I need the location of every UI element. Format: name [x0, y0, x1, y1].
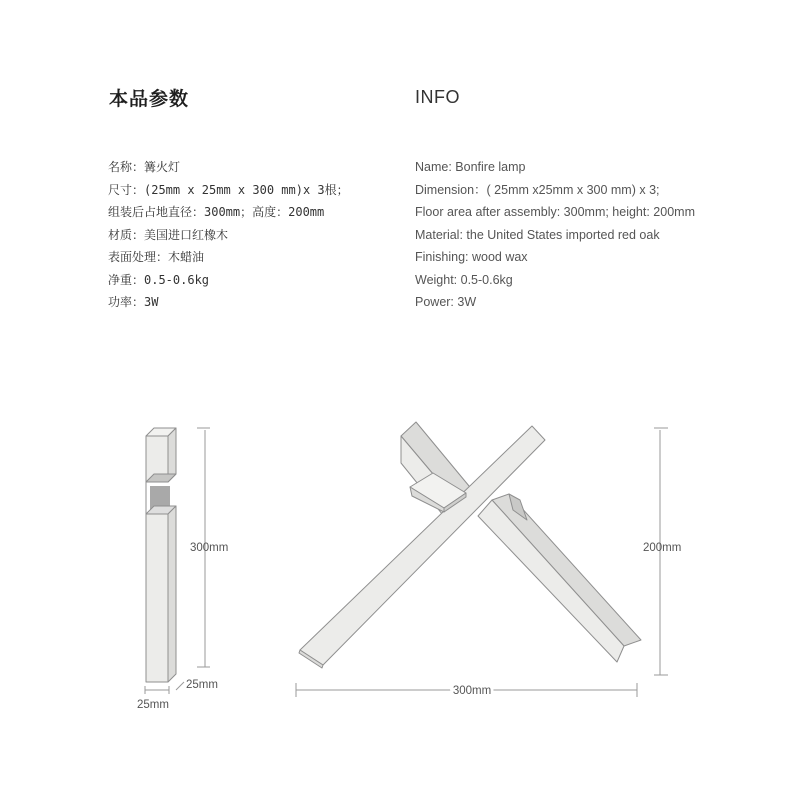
spec-en-name: Name: Bonfire lamp	[415, 160, 526, 174]
spec-en-floor-area: Floor area after assembly: 300mm; height: 200mm	[415, 205, 695, 219]
spec-cn-material: 材质：美国进口红橡木	[108, 227, 229, 242]
title-en: INFO	[415, 87, 460, 107]
right-piece-side	[492, 494, 641, 646]
assembled-height-label: 200mm	[643, 542, 682, 554]
spec-en-weight: Weight: 0.5-0.6kg	[415, 272, 513, 287]
spec-en-finishing: Finishing: wood wax	[415, 250, 528, 264]
right-piece-front	[478, 500, 624, 662]
spec-cn-finishing: 表面处理：木蜡油	[108, 250, 205, 264]
height-label-single: 300mm	[190, 542, 229, 554]
depth-dim-line	[176, 682, 184, 690]
spec-en-material: Material: the United States imported red oak	[415, 227, 660, 242]
title-cn: 本品参数	[109, 88, 190, 110]
assembled-width-label: 300mm	[452, 685, 492, 697]
single-piece-drawing	[146, 428, 176, 682]
spec-en-power: Power: 3W	[415, 295, 477, 309]
spec-cn-power: 功率：3W	[108, 295, 159, 309]
piece-lower-side	[168, 506, 176, 682]
spec-cn-weight: 净重：0.5-0.6kg	[108, 272, 210, 287]
spec-cn-floor-area: 组装后占地直径：300mm；高度：200mm	[108, 205, 325, 219]
spec-cn-name: 名称：篝火灯	[108, 160, 181, 174]
spec-en-dimension: Dimension：( 25mm x25mm x 300 mm) x 3;	[415, 182, 660, 197]
depth-label-single: 25mm	[186, 679, 218, 691]
width-label-single: 25mm	[137, 699, 169, 711]
assembled-drawing	[299, 422, 641, 668]
piece-lower-front	[146, 514, 168, 682]
spec-cn-dimension: 尺寸：(25mm x 25mm x 300 mm)x 3根；	[108, 182, 349, 197]
